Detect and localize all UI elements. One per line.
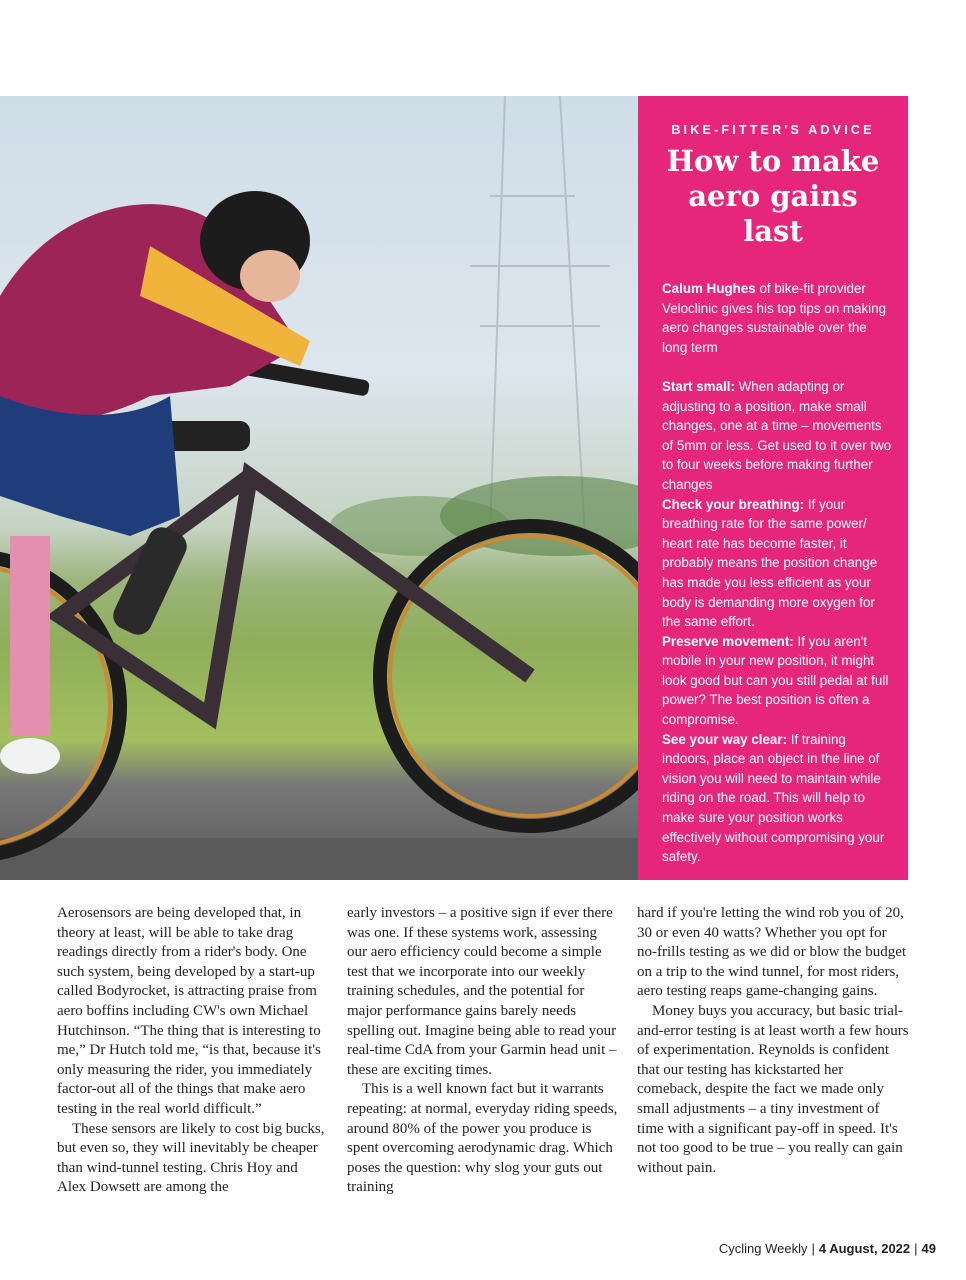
paragraph: early investors – a positive sign if ever there was one. If these systems work, assessing our aero efficiency could become a simple test that we incorporate into our weekly training schedules, and the potential for major performance gains barely needs spelling out. Imagine being able to read your real-time CdA from your Garmin head unit – these are exciting times. [347, 905, 617, 1078]
rider-illustration [0, 96, 638, 880]
bike-fitter-advice-box [638, 96, 908, 880]
tip-title: Check your breathing: [662, 496, 805, 512]
sidebar-headline [638, 144, 908, 249]
tip-title: See your way clear: [662, 731, 788, 747]
tip-text: If training indoors, place an object in the line of vision you will need to maintain while riding on the road. This will help to make sure your position works effectively without compromising your safety. [662, 731, 885, 865]
tip-check-breathing [662, 495, 894, 632]
tip-title: Start small: [662, 378, 735, 394]
page-number: 49 [921, 1241, 936, 1256]
tip-text: If you aren't mobile in your new position, it might look good but can you still pedal at full power? The best position is often a compromise. [662, 633, 889, 728]
paragraph: These sensors are likely to cost big bucks, but even so, they will inevitably be cheaper than wind-tunnel testing. Chris Hoy and Alex Dowsett are among the [57, 1120, 325, 1196]
paragraph: This is a well known fact but it warrants repeating: at normal, everyday riding speeds, around 80% of the power you produce is spent overcoming aerodynamic drag. Which poses the question: why slog your guts out training [347, 1081, 618, 1196]
sidebar-kicker: BIKE-FITTER'S ADVICE [671, 123, 875, 137]
sidebar-body [662, 279, 894, 867]
page-footer: Cycling Weekly | 4 August, 2022 | 49 [718, 1241, 936, 1256]
rider-photo [0, 96, 638, 880]
tip-see-way-clear [662, 730, 894, 867]
tip-preserve-movement [662, 632, 894, 730]
body-column-2 [347, 904, 619, 1198]
publication-name: Cycling Weekly [718, 1241, 808, 1256]
headline-line-1: How to make [666, 144, 880, 178]
intro-name: Calum Hughes [662, 281, 756, 296]
headline-line-2: aero gains [688, 179, 858, 213]
sidebar-intro [662, 279, 894, 357]
paragraph: Money buys you accuracy, but basic trial-and-error testing is at least worth a few hours of experimentation. Reynolds is confident that our testing has kickstarted her comeback, despite the fact we made only small adjustments – a tiny investment of time with a significant pay-off in speed. It's not too good to be true – you really can gain without pain. [637, 1002, 909, 1176]
headline-line-3: last [743, 214, 803, 248]
body-column-3 [637, 904, 909, 1178]
intro-rest: of bike-fit provider Veloclinic gives his top tips on making aero changes sustainable over the long term [662, 281, 887, 355]
tip-text: If your breathing rate for the same power/ heart rate has become faster, it probably means the position change has made you less efficient as your body is demanding more oxygen for the same effort. [662, 496, 878, 630]
paragraph: Aerosensors are being developed that, in theory at least, will be able to take drag readings directly from a rider's body. One such system, being developed by a start-up called Bodyrocket, is attracting praise from aero boffins including CW's own Michael Hutchinson. “The thing that is interesting to me,” Dr Hutch told me, “is that, because it's only measuring the rider, you immediately factor-out all of the things that make aero testing in the real world difficult.” [57, 905, 321, 1117]
paragraph: hard if you're letting the wind rob you of 20, 30 or even 40 watts? Whether you opt for no-frills testing as we did or blow the budget on a trip to the wind tunnel, for most riders, aero testing reaps game-changing gains. [637, 905, 907, 1000]
tip-title: Preserve movement: [662, 633, 794, 649]
tip-start-small [662, 377, 894, 495]
body-column-1 [57, 904, 329, 1198]
issue-date: 4 August, 2022 [818, 1241, 911, 1256]
tip-text: When adapting or adjusting to a position, make small changes, one at a time – movements of 5mm or less. Get used to it over two to four weeks before making further changes [662, 378, 892, 492]
